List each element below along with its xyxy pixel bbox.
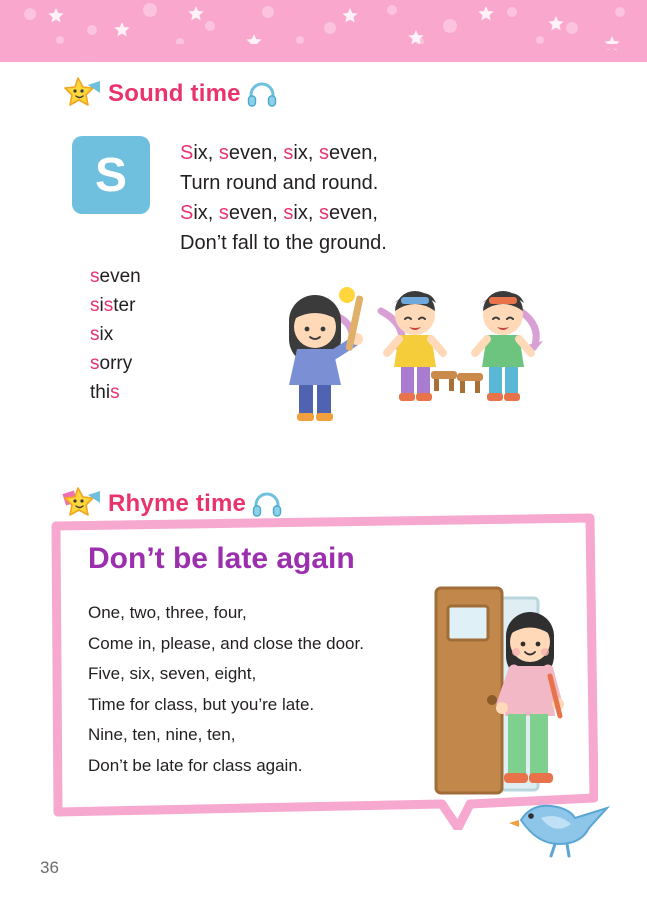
- chant-line: [180, 138, 387, 168]
- rhyme-line: One, two, three, four,: [88, 603, 247, 622]
- star-icon: [62, 76, 102, 112]
- highlighted-letter: s: [103, 295, 114, 316]
- rhyme-line: Come in, please, and close the door.: [88, 633, 364, 653]
- plain-text: ix,: [293, 202, 319, 224]
- rhyme-lyrics: [88, 598, 364, 781]
- headphone-icon: [247, 81, 277, 107]
- highlighted-letter: s: [318, 202, 329, 224]
- highlighted-letter: s: [110, 382, 120, 403]
- banner-torn-edge: [0, 44, 647, 62]
- plain-text: Turn round and round.: [180, 172, 379, 194]
- plain-text: ix: [99, 324, 114, 345]
- chant-line: [180, 228, 387, 258]
- plain-text: even,: [328, 142, 378, 164]
- letter-card-s: [72, 136, 150, 214]
- chant-line: [180, 198, 387, 228]
- highlighted-letter: s: [218, 142, 229, 164]
- highlighted-letter: s: [283, 142, 294, 164]
- highlighted-letter: s: [90, 266, 100, 287]
- plain-text: even,: [328, 202, 378, 224]
- plain-text: ix,: [193, 202, 219, 224]
- highlighted-letter: s: [90, 353, 100, 374]
- word-list-item: [90, 320, 141, 349]
- letter-card-text: S: [94, 148, 127, 202]
- plain-text: thi: [90, 382, 111, 403]
- rhyme-title: Don’t be late again: [88, 542, 355, 575]
- plain-text: ix,: [293, 142, 319, 164]
- rhyme-line: Nine, ten, nine, ten,: [88, 725, 236, 744]
- word-list-item: [90, 378, 141, 407]
- highlighted-letter: s: [318, 142, 329, 164]
- sound-time-illustration: [255, 275, 595, 435]
- bird-illustration: [505, 790, 615, 860]
- highlighted-letter: s: [283, 202, 294, 224]
- highlighted-letter: s: [90, 295, 100, 316]
- plain-text: even,: [228, 142, 284, 164]
- top-decorative-banner: [0, 0, 647, 62]
- highlighted-letter: s: [218, 202, 229, 224]
- rhyme-time-label: Rhyme time: [108, 490, 247, 517]
- plain-text: orry: [99, 353, 133, 374]
- word-list-item: [90, 349, 141, 378]
- chant-line: [180, 168, 387, 198]
- plain-text: even: [99, 266, 141, 287]
- sound-time-label: Sound time: [108, 80, 241, 107]
- door-illustration: [428, 580, 588, 805]
- plain-text: ix,: [193, 142, 219, 164]
- highlighted-letter: S: [180, 202, 194, 224]
- rhyme-line: Don’t be late for class again.: [88, 755, 303, 775]
- rhyme-line: Time for class, but you’re late.: [88, 694, 315, 714]
- plain-text: i: [99, 295, 104, 316]
- plain-text: even,: [228, 202, 284, 224]
- rhyme-line: Five, six, seven, eight,: [88, 664, 257, 683]
- plain-text: ter: [113, 295, 136, 316]
- word-list-item: [90, 291, 141, 320]
- page-number: 36: [40, 858, 59, 877]
- sound-time-word-list: [90, 262, 141, 407]
- highlighted-letter: S: [180, 142, 194, 164]
- word-list-item: [90, 262, 141, 291]
- sound-time-chant: [180, 138, 387, 258]
- highlighted-letter: s: [90, 324, 100, 345]
- plain-text: Don’t fall to the ground.: [180, 232, 387, 254]
- sound-time-heading: [62, 76, 277, 112]
